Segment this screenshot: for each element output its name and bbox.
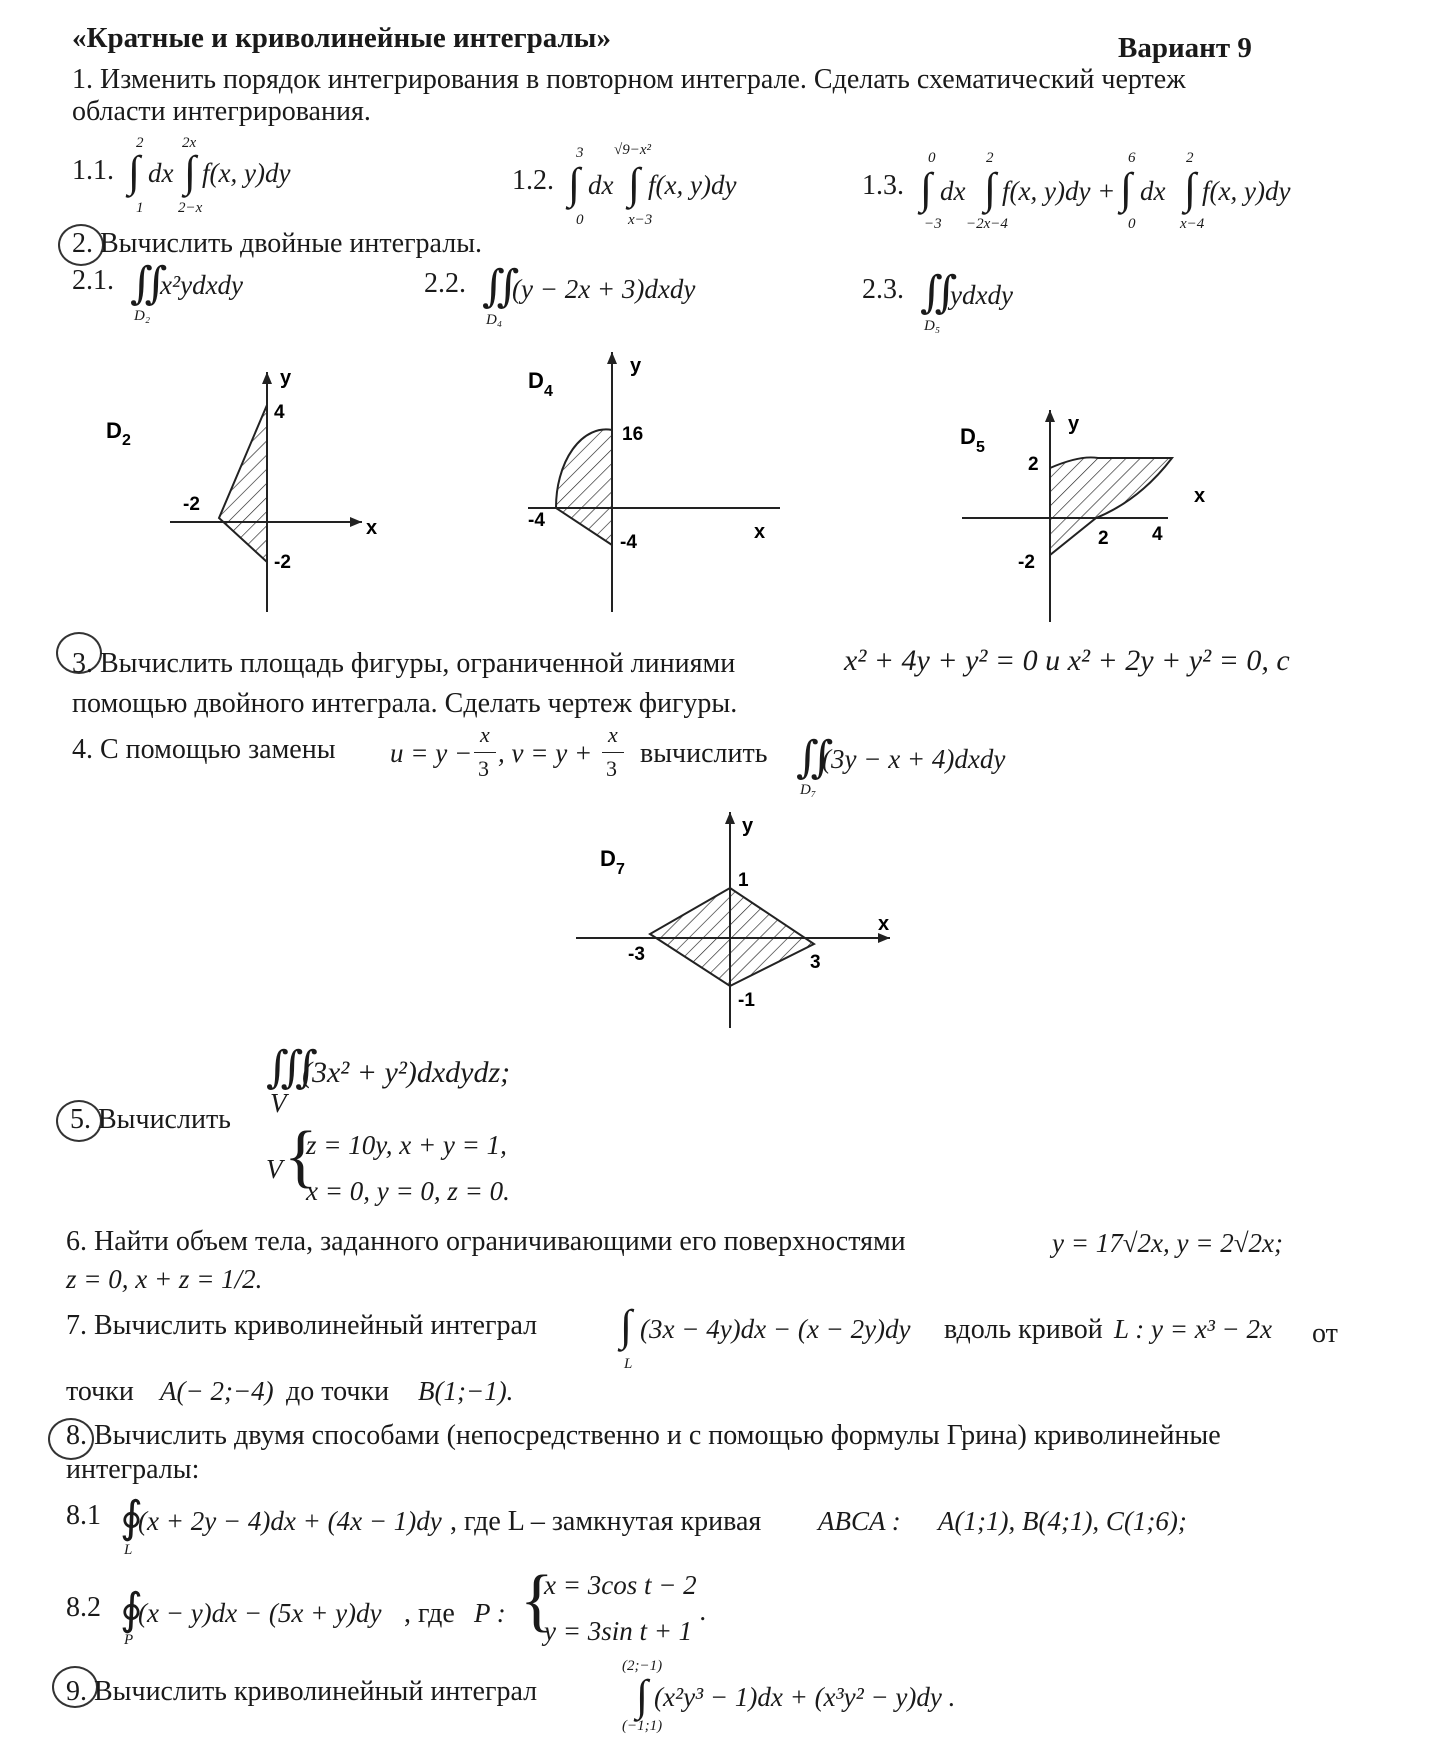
d5-tick-4: -2 [1018, 552, 1035, 573]
task1-text-cont: области интегрирования. [72, 96, 371, 127]
task2-text: 2. Вычислить двойные интегралы. [72, 228, 483, 259]
d4-y-label: y [630, 355, 642, 377]
graph-d2 [106, 367, 377, 612]
d7-y-label: y [742, 815, 754, 837]
task3-text: 3. Вычислить площадь фигуры, ограниченной линиями [72, 648, 736, 679]
task3-formula: x² + 4y + y² = 0 и x² + 2y + y² = 0, с [844, 644, 1290, 677]
d7-region [650, 888, 814, 986]
d2-x-label: x [366, 517, 378, 539]
system-brace: { [284, 1118, 318, 1195]
d2-tick-2: -2 [183, 494, 200, 515]
d4-name: D [528, 368, 544, 393]
system-brace-2: { [520, 1562, 554, 1639]
d7-name: D [600, 846, 616, 871]
d4-sub: 4 [544, 383, 553, 400]
d7-x-label: x [878, 913, 890, 935]
d2-sub: 2 [122, 432, 131, 449]
d5-tick-2: 2 [1098, 528, 1109, 549]
d2-tick-1: 4 [274, 402, 285, 423]
page-title: «Кратные и криволинейные интегралы» [72, 22, 611, 54]
d5-name: D [960, 424, 976, 449]
d7-tick-2: -3 [628, 944, 645, 965]
graph-d7 [576, 812, 890, 1028]
d2-name: D [106, 418, 122, 443]
d4-tick-2: -4 [528, 510, 545, 531]
d2-region [219, 405, 267, 562]
d5-tick-1: 2 [1028, 454, 1039, 475]
d2-tick-3: -2 [274, 552, 291, 573]
d4-region [556, 429, 612, 545]
graph-d4 [528, 352, 780, 612]
d4-tick-3: -4 [620, 532, 637, 553]
d5-tick-3: 4 [1152, 524, 1163, 545]
d5-sub: 5 [976, 439, 985, 456]
task1-text: 1. Изменить порядок интегрирования в повторном интеграле. Сделать схематический чертеж [72, 64, 1186, 95]
task3-text-cont: помощью двойного интеграла. Сделать чертеж фигуры. [72, 688, 738, 719]
d4-tick-1: 16 [622, 424, 644, 445]
d7-tick-3: 3 [810, 952, 821, 973]
variant-label: Вариант 9 [1118, 32, 1252, 64]
d5-x-label: x [1194, 485, 1206, 507]
d7-tick-1: 1 [738, 870, 749, 891]
d5-y-label: y [1068, 413, 1080, 435]
d4-x-label: x [754, 521, 766, 543]
d7-sub: 7 [616, 861, 625, 878]
graph-d5 [960, 410, 1205, 622]
d2-y-label: y [280, 367, 292, 389]
d7-tick-4: -1 [738, 990, 755, 1011]
